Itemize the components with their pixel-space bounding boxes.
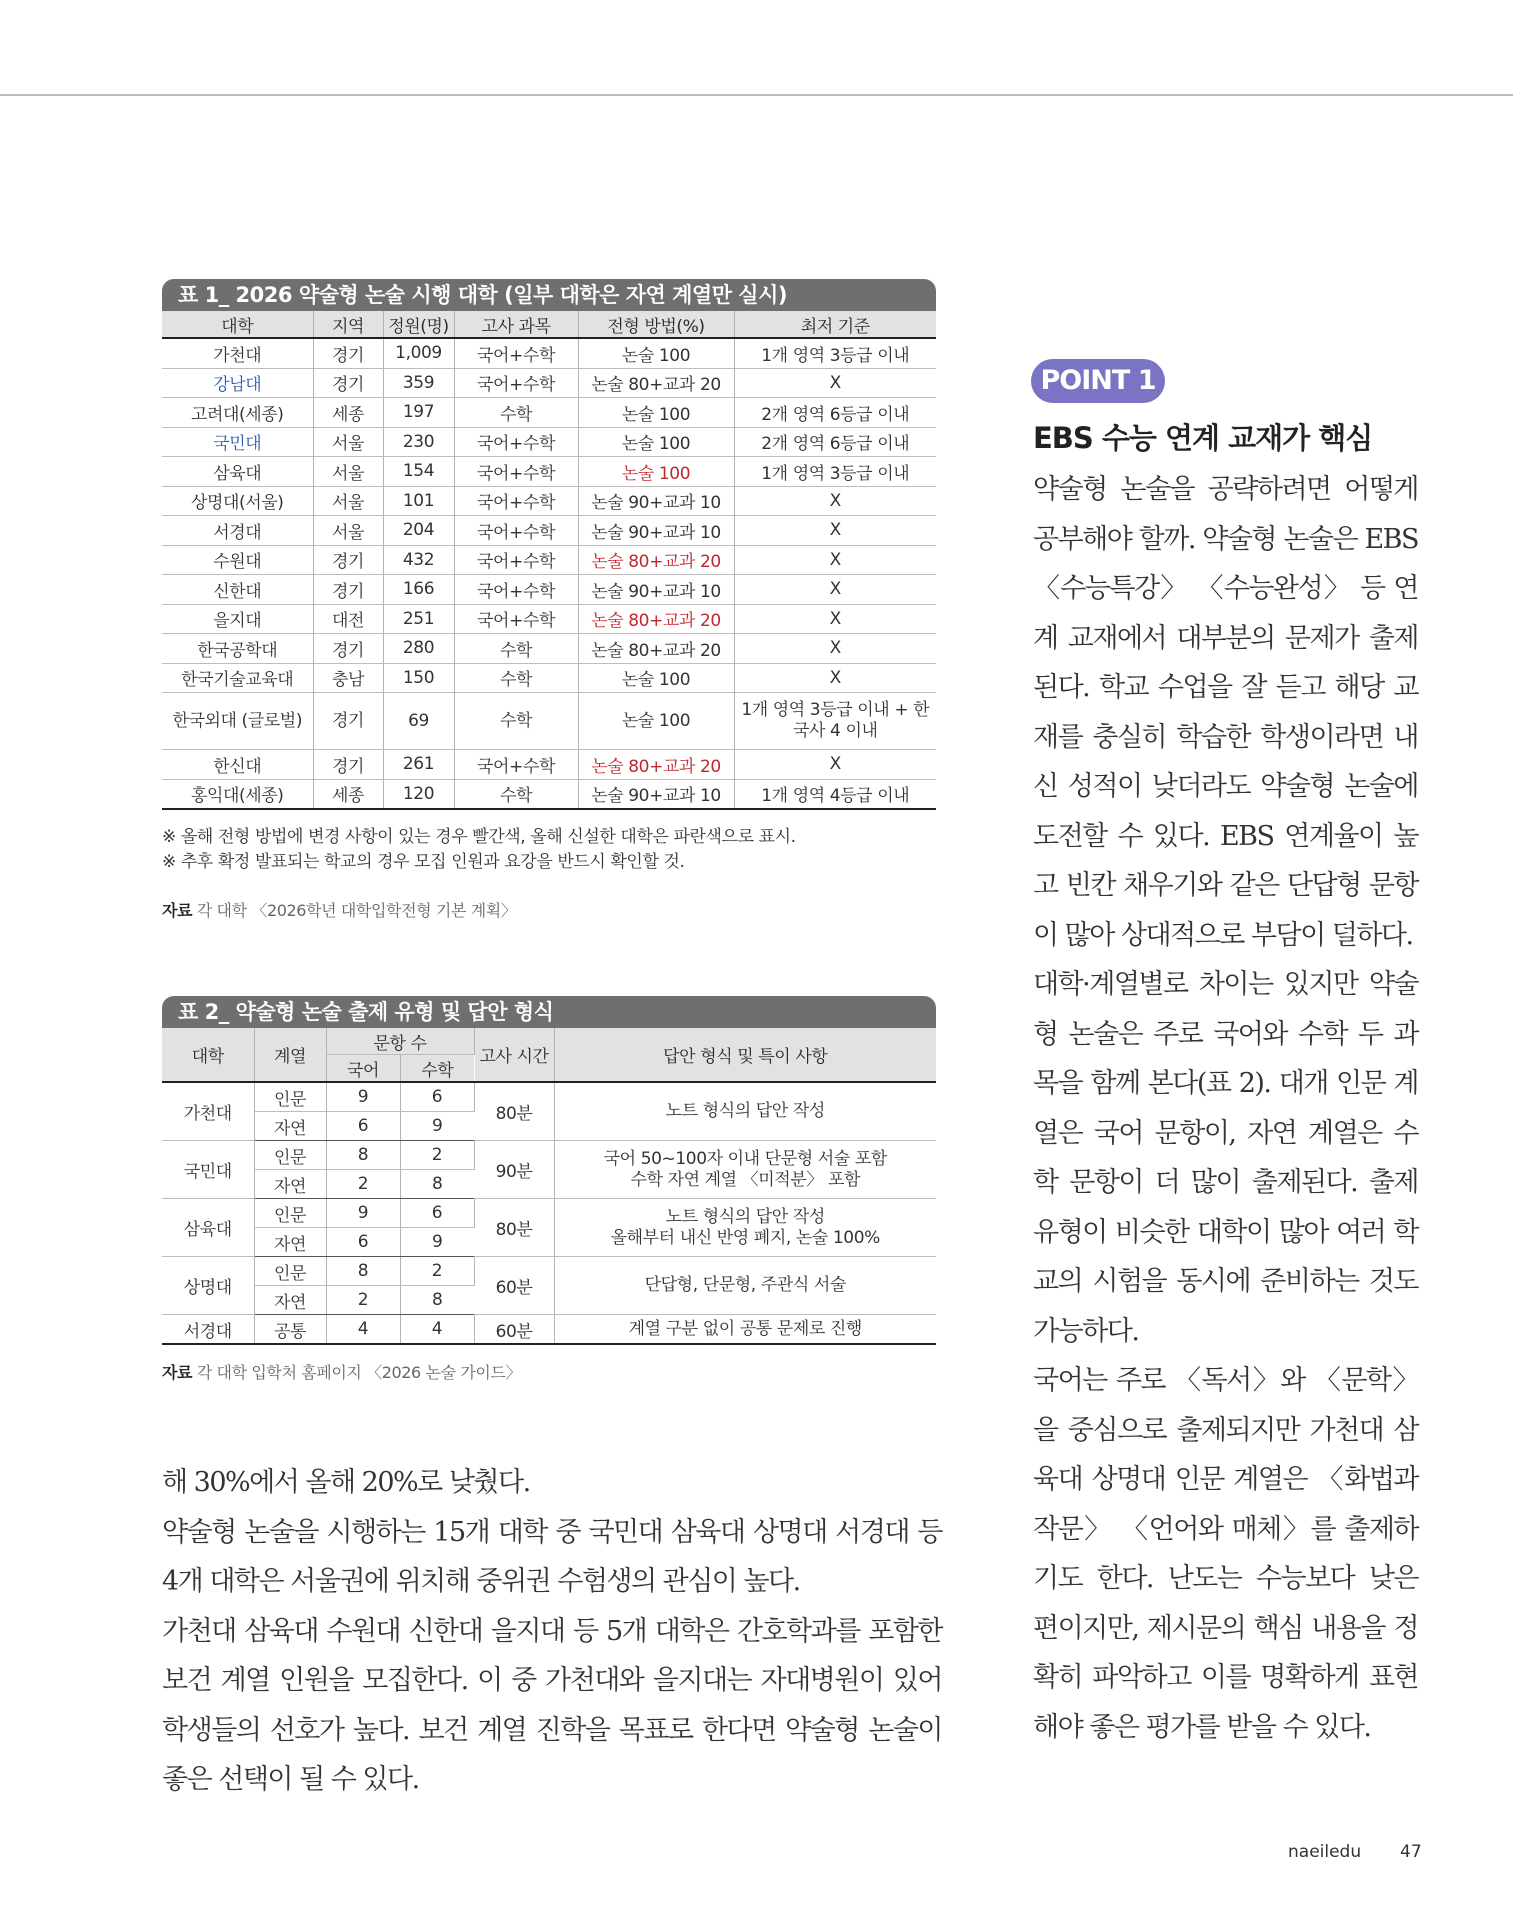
cell-quota: 197 <box>383 398 454 428</box>
table-row <box>162 779 936 809</box>
cell-region: 서울 <box>313 427 383 457</box>
cell-time: 60분 <box>474 1315 554 1345</box>
footer-brand: naeiledu <box>1288 1842 1362 1862</box>
table1-note: ※ 추후 확정 발표되는 학교의 경우 모집 인원과 요강을 반드시 확인할 것. <box>162 852 685 872</box>
cell-quota: 251 <box>383 604 454 634</box>
cell-minimum: X <box>734 368 936 398</box>
cell-math: 8 <box>400 1170 474 1199</box>
cell-track: 자연 <box>254 1170 326 1199</box>
cell-university: 서경대 <box>162 516 313 546</box>
cell-university: 국민대 <box>162 1141 254 1199</box>
cell-university: 한국기술교육대 <box>162 663 313 693</box>
source-label: 자료 <box>162 901 193 920</box>
cell-method: 논술 90+교과 10 <box>578 516 734 546</box>
cell-subjects: 수학 <box>454 779 578 809</box>
page-number: 47 <box>1400 1842 1422 1862</box>
cell-region: 경기 <box>313 575 383 605</box>
cell-subjects: 수학 <box>454 398 578 428</box>
table-row <box>162 1257 936 1286</box>
table-row <box>162 516 936 546</box>
cell-subjects: 국어+수학 <box>454 545 578 575</box>
cell-method: 논술 80+교과 20 <box>578 634 734 664</box>
cell-region: 경기 <box>313 750 383 780</box>
cell-university: 을지대 <box>162 604 313 634</box>
cell-method: 논술 100 <box>578 398 734 428</box>
cell-quota: 150 <box>383 663 454 693</box>
cell-minimum: X <box>734 634 936 664</box>
table2-header-time: 고사 시간 <box>474 1028 554 1082</box>
cell-subjects: 국어+수학 <box>454 750 578 780</box>
format-line: 노트 형식의 답안 작성 <box>665 1101 825 1121</box>
cell-region: 경기 <box>313 693 383 750</box>
cell-track: 인문 <box>254 1199 326 1228</box>
cell-university: 고려대(세종) <box>162 398 313 428</box>
cell-subjects: 국어+수학 <box>454 516 578 546</box>
table2-header-questions: 문항 수 <box>326 1028 474 1055</box>
cell-minimum: X <box>734 486 936 516</box>
cell-method: 논술 100 <box>578 693 734 750</box>
cell-region: 경기 <box>313 338 383 368</box>
cell-university: 상명대(서울) <box>162 486 313 516</box>
cell-minimum: 2개 영역 6등급 이내 <box>734 398 936 428</box>
cell-track: 공통 <box>254 1315 326 1345</box>
table2-source <box>162 1360 521 1383</box>
table2-header-university: 대학 <box>162 1028 254 1082</box>
cell-korean: 9 <box>326 1199 400 1228</box>
cell-region: 충남 <box>313 663 383 693</box>
paragraph: 대학·계열별로 차이는 있지만 약술형 논술은 주로 국어와 수학 두 과목을 함께 본다(표 2). 대개 인문 계열은 국어 문항이, 자연 계열은 수학 문항이 더 많이 출제된다. 출제 유형이 비슷한 대학이 많아 여러 학교의 시험을 동시에 준비하는 것도 가능하다. <box>1033 969 1418 1347</box>
table-row <box>162 1315 936 1345</box>
cell-time: 60분 <box>474 1257 554 1315</box>
cell-method: 논술 100 <box>578 427 734 457</box>
cell-subjects: 국어+수학 <box>454 338 578 368</box>
cell-minimum: 1개 영역 3등급 이내 <box>734 338 936 368</box>
table-row <box>162 338 936 368</box>
table-row <box>162 750 936 780</box>
cell-university: 상명대 <box>162 1257 254 1315</box>
cell-korean: 6 <box>326 1112 400 1141</box>
paragraph: 해 30%에서 올해 20%로 낮췄다. <box>162 1467 530 1498</box>
table1-note: ※ 올해 전형 방법에 변경 사항이 있는 경우 빨간색, 올해 신설한 대학은 파란색으로 표시. <box>162 827 796 847</box>
cell-quota: 1,009 <box>383 338 454 368</box>
cell-korean: 2 <box>326 1286 400 1315</box>
table-row <box>162 1082 936 1112</box>
cell-university: 홍익대(세종) <box>162 779 313 809</box>
table-row <box>162 693 936 750</box>
cell-korean: 9 <box>326 1082 400 1112</box>
table-row <box>162 545 936 575</box>
table1 <box>162 311 936 810</box>
cell-minimum: X <box>734 750 936 780</box>
cell-quota: 359 <box>383 368 454 398</box>
source-text: 각 대학 입학처 홈페이지 〈2026 논술 가이드〉 <box>196 1363 522 1382</box>
cell-track: 인문 <box>254 1141 326 1170</box>
table-row <box>162 427 936 457</box>
table2-header-math: 수학 <box>400 1055 474 1083</box>
paragraph: 국어는 주로 〈독서〉와 〈문학〉을 중심으로 출제되지만 가천대 삼육대 상명대 인문 계열은 〈화법과 작문〉 〈언어와 매체〉를 출제하기도 한다. 난도는 수능보다 낮은 편이지만, 제시문의 핵심 내용을 정확히 파악하고 이를 명확하게 표현해야 좋은 평가를 받을 수 있다. <box>1033 1365 1418 1743</box>
table-row <box>162 634 936 664</box>
table1-header-row <box>162 311 936 338</box>
cell-time: 80분 <box>474 1082 554 1141</box>
cell-region: 경기 <box>313 545 383 575</box>
cell-format <box>554 1199 936 1257</box>
cell-university: 서경대 <box>162 1315 254 1345</box>
cell-math: 9 <box>400 1112 474 1141</box>
cell-korean: 6 <box>326 1228 400 1257</box>
cell-subjects: 국어+수학 <box>454 604 578 634</box>
paragraph: 가천대 삼육대 수원대 신한대 을지대 등 5개 대학은 간호학과를 포함한 보건 계열 인원을 모집한다. 이 중 가천대와 을지대는 자대병원이 있어 학생들의 선호가 높다. 보건 계열 진학을 목표로 한다면 약술형 논술이 좋은 선택이 될 수 있다. <box>162 1615 942 1795</box>
format-line: 계열 구분 없이 공통 문제로 진행 <box>628 1318 862 1339</box>
cell-subjects: 국어+수학 <box>454 457 578 487</box>
cell-math: 2 <box>400 1257 474 1286</box>
table1-header: 정원(명) <box>383 311 454 338</box>
cell-university: 국민대 <box>162 427 313 457</box>
cell-region: 서울 <box>313 457 383 487</box>
cell-korean: 4 <box>326 1315 400 1345</box>
cell-subjects: 국어+수학 <box>454 427 578 457</box>
table-row <box>162 1199 936 1228</box>
cell-method: 논술 90+교과 10 <box>578 486 734 516</box>
source-label: 자료 <box>162 1363 193 1382</box>
source-text: 각 대학 〈2026학년 대학입학전형 기본 계획〉 <box>196 901 517 920</box>
cell-method: 논술 80+교과 20 <box>578 750 734 780</box>
table-row <box>162 368 936 398</box>
cell-subjects: 수학 <box>454 634 578 664</box>
cell-quota: 166 <box>383 575 454 605</box>
cell-math: 4 <box>400 1315 474 1345</box>
cell-quota: 120 <box>383 779 454 809</box>
format-line: 노트 형식의 답안 작성 <box>665 1206 825 1227</box>
cell-method: 논술 80+교과 20 <box>578 604 734 634</box>
cell-track: 자연 <box>254 1228 326 1257</box>
cell-university: 한국공학대 <box>162 634 313 664</box>
format-line: 수학 자연 계열 〈미적분〉 포함 <box>630 1169 860 1190</box>
point-heading: EBS 수능 연계 교재가 핵심 <box>1033 421 1373 455</box>
cell-university: 삼육대 <box>162 457 313 487</box>
cell-minimum: X <box>734 575 936 605</box>
cell-university: 신한대 <box>162 575 313 605</box>
table2-header-korean: 국어 <box>326 1055 400 1083</box>
cell-method: 논술 80+교과 20 <box>578 368 734 398</box>
cell-track: 인문 <box>254 1082 326 1112</box>
cell-math: 6 <box>400 1082 474 1112</box>
cell-quota: 230 <box>383 427 454 457</box>
table-row <box>162 663 936 693</box>
table-row <box>162 575 936 605</box>
point-badge: POINT 1 <box>1031 359 1165 403</box>
cell-university: 한국외대 (글로벌) <box>162 693 313 750</box>
cell-method: 논술 100 <box>578 663 734 693</box>
table-row <box>162 398 936 428</box>
table1-header: 최저 기준 <box>734 311 936 338</box>
cell-track: 인문 <box>254 1257 326 1286</box>
cell-format <box>554 1141 936 1199</box>
table1-source <box>162 898 516 921</box>
cell-region: 대전 <box>313 604 383 634</box>
cell-method: 논술 100 <box>578 457 734 487</box>
cell-subjects: 국어+수학 <box>454 575 578 605</box>
cell-university: 한신대 <box>162 750 313 780</box>
cell-university: 가천대 <box>162 338 313 368</box>
cell-math: 8 <box>400 1286 474 1315</box>
cell-method: 논술 80+교과 20 <box>578 545 734 575</box>
cell-track: 자연 <box>254 1286 326 1315</box>
table1-title: 표 1_ 2026 약술형 논술 시행 대학 (일부 대학은 자연 계열만 실시) <box>162 279 936 311</box>
cell-method: 논술 90+교과 10 <box>578 575 734 605</box>
table-row <box>162 486 936 516</box>
paragraph: 약술형 논술을 공략하려면 어떻게 공부해야 할까. 약술형 논술은 EBS 〈수능특강〉 〈수능완성〉 등 연계 교재에서 대부분의 문제가 출제된다. 학교 수업을 잘 듣고 해당 교재를 충실히 학습한 학생이라면 내신 성적이 낮더라도 약술형 논술에 도전할 수 있다. EBS 연계율이 높고 빈칸 채우기와 같은 단답형 문항이 많아 상대적으로 부담이 덜하다. <box>1033 474 1418 951</box>
table-row <box>162 1141 936 1170</box>
top-rule <box>0 94 1513 96</box>
cell-region: 서울 <box>313 516 383 546</box>
cell-format <box>554 1257 936 1315</box>
cell-minimum: 1개 영역 3등급 이내 + 한국사 4 이내 <box>734 693 936 750</box>
paragraph: 약술형 논술을 시행하는 15개 대학 중 국민대 삼육대 상명대 서경대 등 4개 대학은 서울권에 위치해 중위권 수험생의 관심이 높다. <box>162 1516 942 1597</box>
cell-time: 90분 <box>474 1141 554 1199</box>
cell-region: 경기 <box>313 368 383 398</box>
cell-quota: 101 <box>383 486 454 516</box>
cell-quota: 69 <box>383 693 454 750</box>
cell-region: 서울 <box>313 486 383 516</box>
cell-quota: 432 <box>383 545 454 575</box>
cell-method: 논술 90+교과 10 <box>578 779 734 809</box>
table2 <box>162 1028 936 1345</box>
cell-minimum: X <box>734 516 936 546</box>
cell-math: 2 <box>400 1141 474 1170</box>
cell-quota: 261 <box>383 750 454 780</box>
format-line: 국어 50~100자 이내 단문형 서술 포함 <box>603 1148 887 1169</box>
cell-subjects: 국어+수학 <box>454 486 578 516</box>
cell-math: 9 <box>400 1228 474 1257</box>
table2-header-row <box>162 1028 936 1055</box>
cell-quota: 154 <box>383 457 454 487</box>
cell-korean: 8 <box>326 1257 400 1286</box>
cell-subjects: 국어+수학 <box>454 368 578 398</box>
table-row <box>162 604 936 634</box>
table1-header: 대학 <box>162 311 313 338</box>
cell-minimum: X <box>734 663 936 693</box>
right-body-text <box>1033 465 1418 1752</box>
cell-method: 논술 100 <box>578 338 734 368</box>
table2-title: 표 2_ 약술형 논술 출제 유형 및 답안 형식 <box>162 996 936 1028</box>
cell-time: 80분 <box>474 1199 554 1257</box>
cell-university: 강남대 <box>162 368 313 398</box>
table1-header: 전형 방법(%) <box>578 311 734 338</box>
cell-university: 수원대 <box>162 545 313 575</box>
table1-header: 고사 과목 <box>454 311 578 338</box>
table1-header: 지역 <box>313 311 383 338</box>
format-line: 단답형, 단문형, 주관식 서술 <box>644 1275 846 1295</box>
cell-subjects: 수학 <box>454 663 578 693</box>
cell-minimum: X <box>734 604 936 634</box>
left-body-text <box>162 1458 942 1805</box>
cell-quota: 280 <box>383 634 454 664</box>
format-line: 올해부터 내신 반영 폐지, 논술 100% <box>610 1227 880 1248</box>
cell-korean: 2 <box>326 1170 400 1199</box>
cell-format <box>554 1082 936 1141</box>
cell-minimum: 1개 영역 3등급 이내 <box>734 457 936 487</box>
cell-university: 삼육대 <box>162 1199 254 1257</box>
cell-math: 6 <box>400 1199 474 1228</box>
cell-minimum: 2개 영역 6등급 이내 <box>734 427 936 457</box>
cell-track: 자연 <box>254 1112 326 1141</box>
cell-quota: 204 <box>383 516 454 546</box>
table2-header-track: 계열 <box>254 1028 326 1082</box>
cell-korean: 8 <box>326 1141 400 1170</box>
cell-university: 가천대 <box>162 1082 254 1141</box>
table-row <box>162 457 936 487</box>
cell-format <box>554 1315 936 1345</box>
cell-region: 경기 <box>313 634 383 664</box>
cell-minimum: X <box>734 545 936 575</box>
cell-subjects: 수학 <box>454 693 578 750</box>
cell-minimum: 1개 영역 4등급 이내 <box>734 779 936 809</box>
table2-header-format: 답안 형식 및 특이 사항 <box>554 1028 936 1082</box>
cell-region: 세종 <box>313 398 383 428</box>
cell-region: 세종 <box>313 779 383 809</box>
